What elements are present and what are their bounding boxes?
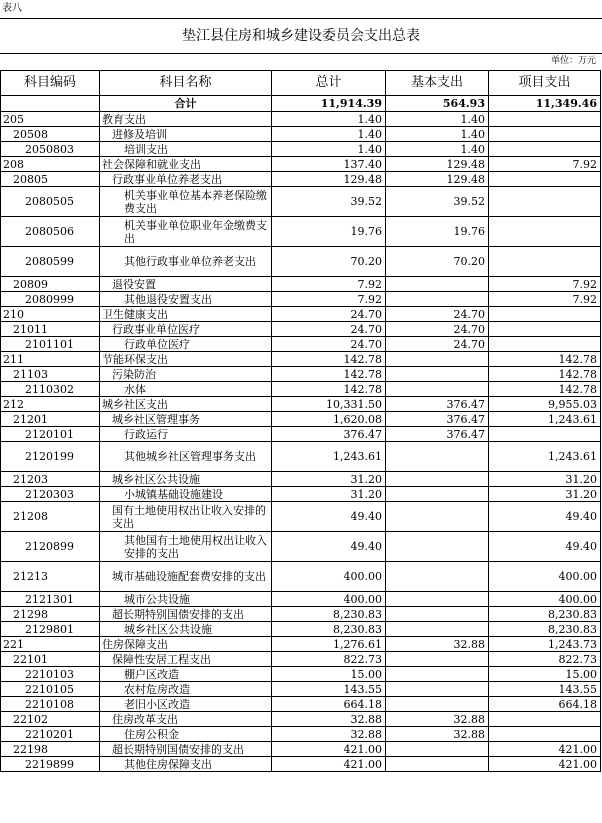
row-total: 822.73 bbox=[272, 652, 386, 667]
row-total: 143.55 bbox=[272, 682, 386, 697]
row-basic: 376.47 bbox=[386, 412, 489, 427]
row-project bbox=[489, 127, 601, 142]
row-total: 7.92 bbox=[272, 277, 386, 292]
row-total: 10,331.50 bbox=[272, 397, 386, 412]
table-row bbox=[1, 217, 601, 247]
row-basic: 32.88 bbox=[386, 712, 489, 727]
table-row bbox=[1, 637, 601, 652]
table-row bbox=[1, 682, 601, 697]
row-project: 9,955.03 bbox=[489, 397, 601, 412]
row-code: 2210201 bbox=[1, 727, 100, 742]
row-code: 212 bbox=[1, 397, 100, 412]
table-row bbox=[1, 382, 601, 397]
total-row bbox=[1, 96, 601, 112]
row-code: 2080599 bbox=[1, 247, 100, 277]
row-name: 国有土地使用权出让收入安排的支出 bbox=[100, 502, 272, 532]
row-project bbox=[489, 322, 601, 337]
table-row bbox=[1, 142, 601, 157]
total-sum: 11,914.39 bbox=[272, 96, 386, 112]
row-name: 老旧小区改造 bbox=[100, 697, 272, 712]
row-name: 棚户区改造 bbox=[100, 667, 272, 682]
row-total: 1,276.61 bbox=[272, 637, 386, 652]
row-total: 31.20 bbox=[272, 487, 386, 502]
row-name: 行政运行 bbox=[100, 427, 272, 442]
row-project: 421.00 bbox=[489, 757, 601, 772]
table-row bbox=[1, 667, 601, 682]
table-row bbox=[1, 607, 601, 622]
row-code: 2129801 bbox=[1, 622, 100, 637]
table-row bbox=[1, 322, 601, 337]
table-row bbox=[1, 112, 601, 127]
table-row bbox=[1, 352, 601, 367]
row-project bbox=[489, 247, 601, 277]
row-name: 培训支出 bbox=[100, 142, 272, 157]
row-code: 221 bbox=[1, 637, 100, 652]
table-row bbox=[1, 247, 601, 277]
table-row bbox=[1, 472, 601, 487]
row-name: 其他行政事业单位养老支出 bbox=[100, 247, 272, 277]
table-row bbox=[1, 592, 601, 607]
row-code: 20805 bbox=[1, 172, 100, 187]
row-code: 2101101 bbox=[1, 337, 100, 352]
unit-label: 单位：万元 bbox=[550, 56, 596, 66]
row-total: 8,230.83 bbox=[272, 622, 386, 637]
row-basic: 1.40 bbox=[386, 112, 489, 127]
row-total: 142.78 bbox=[272, 352, 386, 367]
row-total: 49.40 bbox=[272, 502, 386, 532]
table-row bbox=[1, 562, 601, 592]
row-total: 32.88 bbox=[272, 712, 386, 727]
header-name: 科目名称 bbox=[100, 71, 272, 96]
header-total: 总计 bbox=[272, 71, 386, 96]
row-basic bbox=[386, 652, 489, 667]
row-name: 行政单位医疗 bbox=[100, 337, 272, 352]
row-name: 城乡社区支出 bbox=[100, 397, 272, 412]
table-row bbox=[1, 697, 601, 712]
row-basic: 376.47 bbox=[386, 397, 489, 412]
row-name: 行政事业单位医疗 bbox=[100, 322, 272, 337]
row-project: 421.00 bbox=[489, 742, 601, 757]
row-code: 21201 bbox=[1, 412, 100, 427]
row-basic: 129.48 bbox=[386, 157, 489, 172]
row-project: 7.92 bbox=[489, 157, 601, 172]
table-row bbox=[1, 277, 601, 292]
row-project: 142.78 bbox=[489, 367, 601, 382]
row-project: 1,243.73 bbox=[489, 637, 601, 652]
row-basic bbox=[386, 742, 489, 757]
row-project bbox=[489, 217, 601, 247]
row-code: 2120101 bbox=[1, 427, 100, 442]
row-code: 21208 bbox=[1, 502, 100, 532]
row-code: 20508 bbox=[1, 127, 100, 142]
table-row bbox=[1, 337, 601, 352]
row-name: 城市基础设施配套费安排的支出 bbox=[100, 562, 272, 592]
row-name: 其他城乡社区管理事务支出 bbox=[100, 442, 272, 472]
row-basic bbox=[386, 622, 489, 637]
row-basic: 24.70 bbox=[386, 322, 489, 337]
row-total: 31.20 bbox=[272, 472, 386, 487]
row-code: 22101 bbox=[1, 652, 100, 667]
row-basic: 19.76 bbox=[386, 217, 489, 247]
row-project: 822.73 bbox=[489, 652, 601, 667]
row-basic: 24.70 bbox=[386, 307, 489, 322]
row-total: 1.40 bbox=[272, 127, 386, 142]
row-project: 49.40 bbox=[489, 502, 601, 532]
row-total: 49.40 bbox=[272, 532, 386, 562]
row-project bbox=[489, 187, 601, 217]
table-row bbox=[1, 757, 601, 772]
row-code: 21213 bbox=[1, 562, 100, 592]
row-name: 其他退役安置支出 bbox=[100, 292, 272, 307]
row-total: 15.00 bbox=[272, 667, 386, 682]
row-name: 城乡社区管理事务 bbox=[100, 412, 272, 427]
row-basic bbox=[386, 442, 489, 472]
row-code: 211 bbox=[1, 352, 100, 367]
row-code: 21298 bbox=[1, 607, 100, 622]
row-total: 39.52 bbox=[272, 187, 386, 217]
row-code: 2210108 bbox=[1, 697, 100, 712]
row-basic bbox=[386, 757, 489, 772]
row-basic bbox=[386, 607, 489, 622]
row-basic: 70.20 bbox=[386, 247, 489, 277]
row-name: 教育支出 bbox=[100, 112, 272, 127]
row-project: 7.92 bbox=[489, 277, 601, 292]
row-total: 19.76 bbox=[272, 217, 386, 247]
row-project: 1,243.61 bbox=[489, 442, 601, 472]
table-row bbox=[1, 187, 601, 217]
table-row bbox=[1, 157, 601, 172]
row-code: 2080506 bbox=[1, 217, 100, 247]
row-project: 142.78 bbox=[489, 352, 601, 367]
row-code: 2080505 bbox=[1, 187, 100, 217]
row-project bbox=[489, 112, 601, 127]
row-code: 22102 bbox=[1, 712, 100, 727]
row-basic bbox=[386, 487, 489, 502]
row-code: 2120199 bbox=[1, 442, 100, 472]
row-total: 129.48 bbox=[272, 172, 386, 187]
row-total: 70.20 bbox=[272, 247, 386, 277]
row-name: 卫生健康支出 bbox=[100, 307, 272, 322]
table-row bbox=[1, 487, 601, 502]
row-project: 8,230.83 bbox=[489, 607, 601, 622]
row-project: 31.20 bbox=[489, 472, 601, 487]
row-project bbox=[489, 142, 601, 157]
total-code-cell bbox=[1, 96, 100, 112]
table-row bbox=[1, 712, 601, 727]
row-total: 24.70 bbox=[272, 322, 386, 337]
row-basic: 1.40 bbox=[386, 127, 489, 142]
row-total: 400.00 bbox=[272, 562, 386, 592]
table-row bbox=[1, 442, 601, 472]
total-project: 11,349.46 bbox=[489, 96, 601, 112]
row-name: 保障性安居工程支出 bbox=[100, 652, 272, 667]
row-code: 2219899 bbox=[1, 757, 100, 772]
row-basic: 129.48 bbox=[386, 172, 489, 187]
row-name: 社会保障和就业支出 bbox=[100, 157, 272, 172]
row-code: 2210105 bbox=[1, 682, 100, 697]
row-project bbox=[489, 172, 601, 187]
row-code: 208 bbox=[1, 157, 100, 172]
row-total: 24.70 bbox=[272, 307, 386, 322]
table-row bbox=[1, 652, 601, 667]
header-project: 项目支出 bbox=[489, 71, 601, 96]
row-project bbox=[489, 712, 601, 727]
table-row bbox=[1, 622, 601, 637]
row-code: 205 bbox=[1, 112, 100, 127]
row-basic bbox=[386, 382, 489, 397]
row-project: 7.92 bbox=[489, 292, 601, 307]
row-basic: 376.47 bbox=[386, 427, 489, 442]
row-code: 21203 bbox=[1, 472, 100, 487]
table-row bbox=[1, 292, 601, 307]
header-basic: 基本支出 bbox=[386, 71, 489, 96]
total-label: 合计 bbox=[100, 96, 272, 112]
row-total: 1.40 bbox=[272, 112, 386, 127]
row-basic bbox=[386, 532, 489, 562]
row-basic bbox=[386, 502, 489, 532]
table-row bbox=[1, 307, 601, 322]
row-code: 2050803 bbox=[1, 142, 100, 157]
row-code: 2110302 bbox=[1, 382, 100, 397]
row-total: 142.78 bbox=[272, 367, 386, 382]
row-code: 21011 bbox=[1, 322, 100, 337]
row-basic: 32.88 bbox=[386, 637, 489, 652]
header-code: 科目编码 bbox=[1, 71, 100, 96]
row-basic: 1.40 bbox=[386, 142, 489, 157]
row-code: 20809 bbox=[1, 277, 100, 292]
row-basic bbox=[386, 592, 489, 607]
row-name: 水体 bbox=[100, 382, 272, 397]
table-row bbox=[1, 532, 601, 562]
row-total: 8,230.83 bbox=[272, 607, 386, 622]
row-project: 400.00 bbox=[489, 562, 601, 592]
row-project: 1,243.61 bbox=[489, 412, 601, 427]
row-project: 31.20 bbox=[489, 487, 601, 502]
row-project: 15.00 bbox=[489, 667, 601, 682]
table-row bbox=[1, 427, 601, 442]
row-project bbox=[489, 337, 601, 352]
table-row bbox=[1, 172, 601, 187]
row-name: 住房公积金 bbox=[100, 727, 272, 742]
row-project: 8,230.83 bbox=[489, 622, 601, 637]
row-name: 其他国有土地使用权出让收入安排的支出 bbox=[100, 532, 272, 562]
row-basic bbox=[386, 562, 489, 592]
row-name: 退役安置 bbox=[100, 277, 272, 292]
row-basic: 32.88 bbox=[386, 727, 489, 742]
row-total: 1,243.61 bbox=[272, 442, 386, 472]
row-name: 住房保障支出 bbox=[100, 637, 272, 652]
row-project bbox=[489, 427, 601, 442]
row-basic: 39.52 bbox=[386, 187, 489, 217]
row-project: 49.40 bbox=[489, 532, 601, 562]
row-name: 节能环保支出 bbox=[100, 352, 272, 367]
table-row bbox=[1, 412, 601, 427]
row-total: 376.47 bbox=[272, 427, 386, 442]
row-total: 664.18 bbox=[272, 697, 386, 712]
row-name: 小城镇基础设施建设 bbox=[100, 487, 272, 502]
row-total: 32.88 bbox=[272, 727, 386, 742]
table-number-tag: 表八 bbox=[2, 3, 22, 14]
row-basic bbox=[386, 352, 489, 367]
row-code: 2120303 bbox=[1, 487, 100, 502]
row-project: 142.78 bbox=[489, 382, 601, 397]
row-total: 400.00 bbox=[272, 592, 386, 607]
row-basic bbox=[386, 367, 489, 382]
row-total: 1.40 bbox=[272, 142, 386, 157]
row-total: 421.00 bbox=[272, 742, 386, 757]
page-title: 垫江县住房和城乡建设委员会支出总表 bbox=[0, 18, 602, 54]
total-basic: 564.93 bbox=[386, 96, 489, 112]
table-row bbox=[1, 742, 601, 757]
row-code: 21103 bbox=[1, 367, 100, 382]
row-basic bbox=[386, 277, 489, 292]
row-total: 137.40 bbox=[272, 157, 386, 172]
row-name: 城乡社区公共设施 bbox=[100, 472, 272, 487]
expenditure-table bbox=[0, 70, 601, 772]
row-project: 400.00 bbox=[489, 592, 601, 607]
row-name: 机关事业单位基本养老保险缴费支出 bbox=[100, 187, 272, 217]
row-project bbox=[489, 307, 601, 322]
row-total: 421.00 bbox=[272, 757, 386, 772]
row-name: 行政事业单位养老支出 bbox=[100, 172, 272, 187]
row-name: 机关事业单位职业年金缴费支出 bbox=[100, 217, 272, 247]
row-name: 住房改革支出 bbox=[100, 712, 272, 727]
row-code: 2121301 bbox=[1, 592, 100, 607]
row-name: 农村危房改造 bbox=[100, 682, 272, 697]
row-basic bbox=[386, 667, 489, 682]
row-basic bbox=[386, 697, 489, 712]
row-code: 22198 bbox=[1, 742, 100, 757]
row-project bbox=[489, 727, 601, 742]
row-code: 2210103 bbox=[1, 667, 100, 682]
table-header-row bbox=[1, 71, 601, 96]
row-project: 664.18 bbox=[489, 697, 601, 712]
row-project: 143.55 bbox=[489, 682, 601, 697]
row-total: 7.92 bbox=[272, 292, 386, 307]
table-row bbox=[1, 727, 601, 742]
row-basic bbox=[386, 292, 489, 307]
row-name: 超长期特别国债安排的支出 bbox=[100, 607, 272, 622]
row-name: 超长期特别国债安排的支出 bbox=[100, 742, 272, 757]
row-total: 1,620.08 bbox=[272, 412, 386, 427]
table-row bbox=[1, 367, 601, 382]
table-row bbox=[1, 397, 601, 412]
row-name: 污染防治 bbox=[100, 367, 272, 382]
row-basic bbox=[386, 472, 489, 487]
row-basic bbox=[386, 682, 489, 697]
row-basic: 24.70 bbox=[386, 337, 489, 352]
row-name: 城乡社区公共设施 bbox=[100, 622, 272, 637]
row-name: 其他住房保障支出 bbox=[100, 757, 272, 772]
row-code: 2080999 bbox=[1, 292, 100, 307]
table-row bbox=[1, 127, 601, 142]
table-row bbox=[1, 502, 601, 532]
row-total: 24.70 bbox=[272, 337, 386, 352]
row-name: 进修及培训 bbox=[100, 127, 272, 142]
row-code: 2120899 bbox=[1, 532, 100, 562]
row-total: 142.78 bbox=[272, 382, 386, 397]
row-code: 210 bbox=[1, 307, 100, 322]
row-name: 城市公共设施 bbox=[100, 592, 272, 607]
